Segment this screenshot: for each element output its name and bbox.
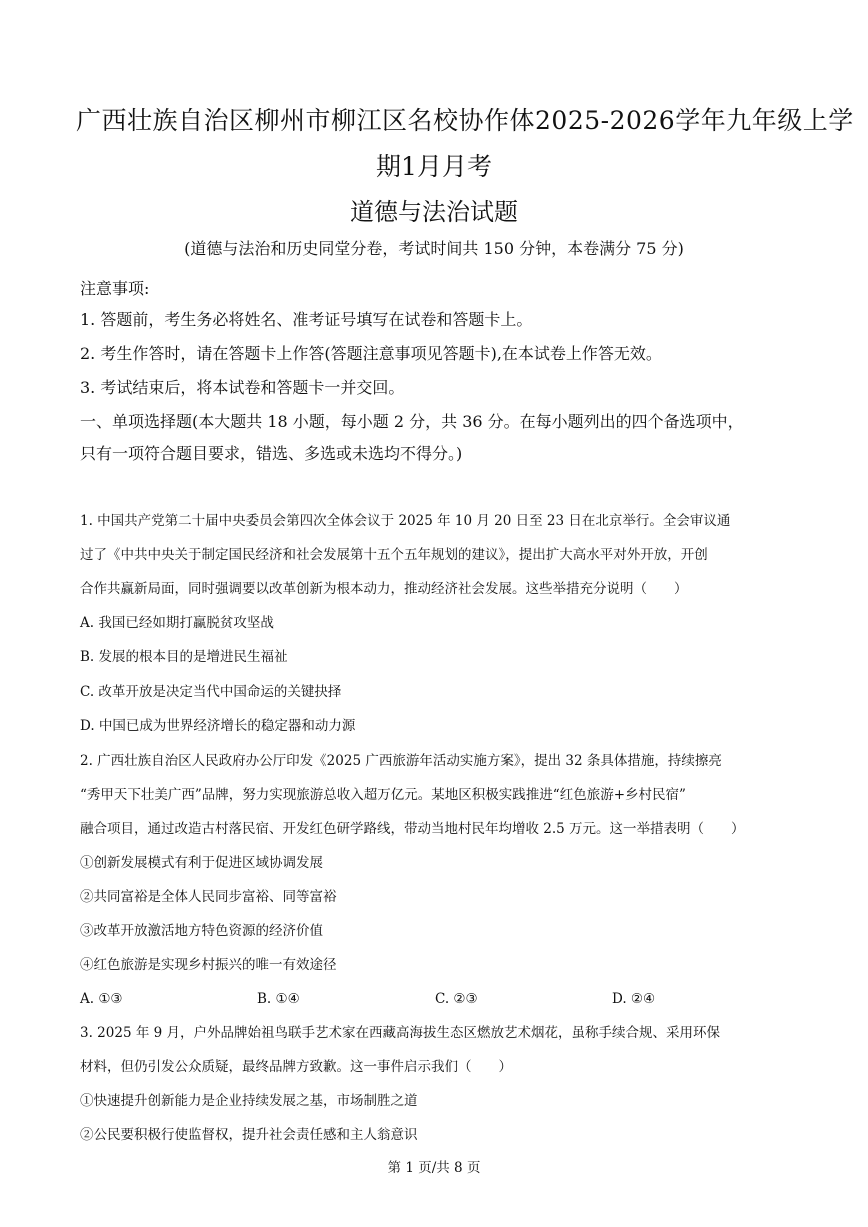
q1-option-a: A. 我国已经如期打赢脱贫攻坚战 — [80, 615, 274, 631]
q1-stem-line: 1. 中国共产党第二十届中央委员会第四次全体会议于 2025 年 10 月 20 日至 23 日在北京举行。全会审议通 — [80, 513, 731, 529]
q2-choices — [80, 988, 800, 1010]
q3-stem-line: 材料，但仍引发公众质疑，最终品牌方致歉。这一事件启示我们（ ） — [80, 1059, 512, 1075]
exam-title-line1: 广西壮族自治区柳州市柳江区名校协作体2025-2026学年九年级上学 — [76, 106, 854, 135]
section-heading-line1: 一、单项选择题(本大题共 18 小题，每小题 2 分，共 36 分。在每小题列出的四个备选项中， — [80, 412, 744, 431]
exam-info: (道德与法治和历史同堂分卷，考试时间共 150 分钟，本卷满分 75 分) — [184, 239, 684, 258]
q2-choice-a: A. ①③ — [80, 991, 123, 1007]
q1-option-d: D. 中国已成为世界经济增长的稳定器和动力源 — [80, 718, 356, 734]
note-item: 3. 考试结束后，将本试卷和答题卡一并交回。 — [80, 378, 405, 397]
q2-stem-line: 融合项目，通过改造古村落民宿、开发红色研学路线，带动当地村民年均增收 2.5 万元。这一举措表明（ ） — [80, 821, 745, 837]
q2-statement: ④红色旅游是实现乡村振兴的唯一有效途径 — [80, 957, 337, 973]
q2-choice-d: D. ②④ — [612, 991, 656, 1007]
q1-stem-line: 过了《中共中央关于制定国民经济和社会发展第十五个五年规划的建议》，提出扩大高水平对外开放，开创 — [80, 547, 708, 563]
q1-option-c: C. 改革开放是决定当代中国命运的关键抉择 — [80, 684, 342, 700]
q1-option-b: B. 发展的根本目的是增进民生福祉 — [80, 649, 288, 665]
q3-statement: ②公民要积极行使监督权，提升社会责任感和主人翁意识 — [80, 1127, 418, 1143]
q2-choice-c: C. ②③ — [435, 991, 478, 1007]
exam-title-line2: 期1月月考 — [376, 152, 492, 181]
section-heading-line2: 只有一项符合题目要求，错选、多选或未选均不得分。) — [80, 444, 463, 463]
q3-stem-line: 3. 2025 年 9 月，户外品牌始祖鸟联手艺术家在西藏高海拔生态区燃放艺术烟花，虽称手续合规、采用环保 — [80, 1025, 720, 1041]
notes-heading: 注意事项: — [80, 279, 150, 298]
q2-choice-b: B. ①④ — [257, 991, 300, 1007]
q2-statement: ③改革开放激活地方特色资源的经济价值 — [80, 923, 323, 939]
q2-stem-line: “秀甲天下壮美广西”品牌，努力实现旅游总收入超万亿元。某地区积极实践推进“红色旅游+乡村民宿” — [80, 787, 686, 803]
note-item: 1. 答题前，考生务必将姓名、准考证号填写在试卷和答题卡上。 — [80, 310, 533, 329]
page-footer: 第 1 页/共 8 页 — [387, 1160, 481, 1176]
q2-statement: ①创新发展模式有利于促进区域协调发展 — [80, 855, 323, 871]
note-item: 2. 考生作答时，请在答题卡上作答(答题注意事项见答题卡),在本试卷上作答无效。 — [80, 344, 662, 363]
q1-stem-line: 合作共赢新局面，同时强调要以改革创新为根本动力，推动经济社会发展。这些举措充分说明（ ） — [80, 581, 688, 597]
subject-title: 道德与法治试题 — [350, 198, 518, 226]
q2-statement: ②共同富裕是全体人民同步富裕、同等富裕 — [80, 889, 337, 905]
q3-statement: ①快速提升创新能力是企业持续发展之基，市场制胜之道 — [80, 1093, 418, 1109]
q2-stem-line: 2. 广西壮族自治区人民政府办公厅印发《2025 广西旅游年活动实施方案》，提出 32 条具体措施，持续擦亮 — [80, 753, 722, 769]
